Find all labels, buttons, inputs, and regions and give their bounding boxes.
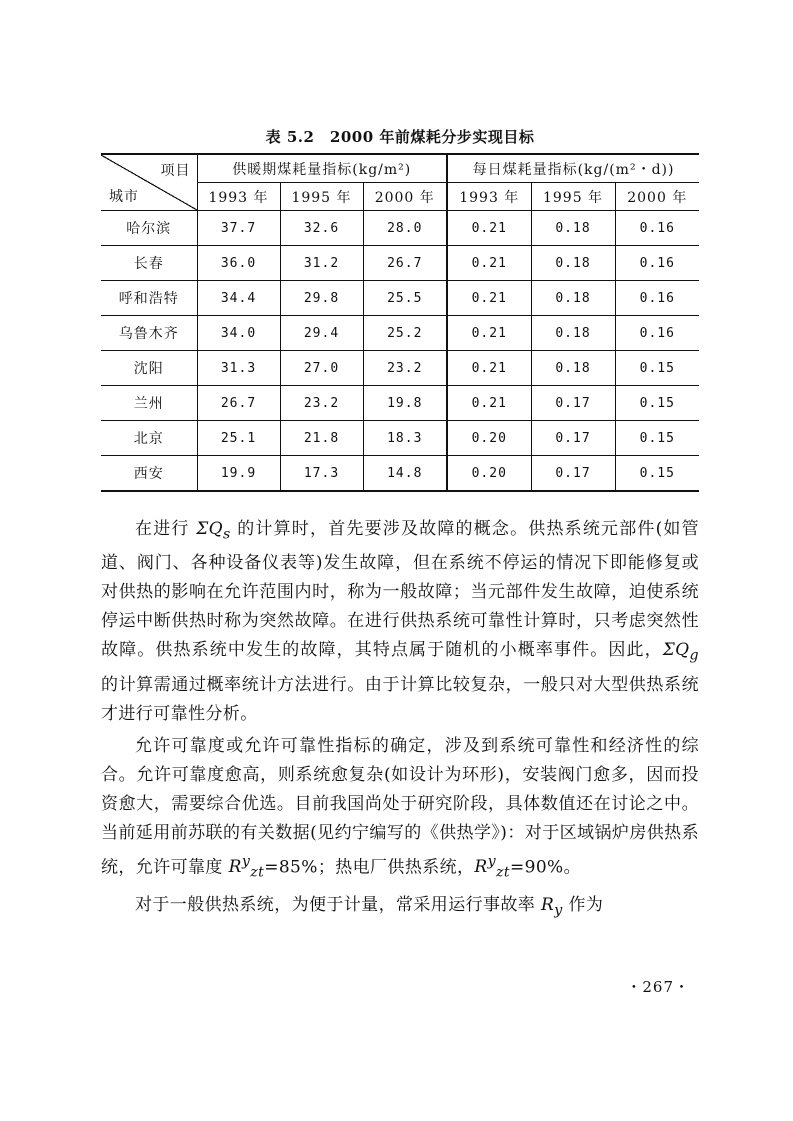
math-symbol	[474, 853, 510, 881]
text-run: 作为	[568, 894, 604, 915]
math-superscript: y	[241, 853, 251, 870]
value-cell: 26.7	[363, 246, 447, 281]
value-cell: 0.21	[447, 211, 531, 246]
value-cell: 25.2	[363, 316, 447, 351]
value-cell: 0.15	[615, 456, 699, 492]
value-cell: 0.18	[531, 211, 615, 246]
value-cell: 0.21	[447, 316, 531, 351]
text-run: 的计算时，首先要涉及故障的概念。供热系统元部件(如管道、阀门、各种设备仪表等)发生故障，但在系统不停运的情况下即能修复或对供热的影响在允许范围内时，称为一般故障；当元部件发生故障，迫使系统停运中断供热时称为突然故障。在进行供热系统可靠性计算时，只考虑突然性故障。供热系统中发生的故障，其特点属于随机的小概率事件。因此，	[101, 519, 700, 661]
paragraph-2	[101, 732, 699, 888]
math-subscript: zt	[496, 864, 510, 881]
value-cell: 37.7	[197, 211, 280, 246]
table-row	[101, 386, 699, 421]
value-cell: 27.0	[280, 351, 363, 386]
header-item-label: 项目	[160, 163, 191, 179]
value-cell: 0.18	[531, 281, 615, 316]
value-cell: 23.2	[280, 386, 363, 421]
math-subscript: s	[222, 526, 231, 543]
city-cell: 沈阳	[101, 351, 197, 386]
coal-consumption-table	[101, 153, 699, 492]
value-cell: 0.16	[615, 246, 699, 281]
year-header: 2000 年	[363, 183, 447, 211]
city-cell: 呼和浩特	[101, 281, 197, 316]
math-base: R	[541, 894, 555, 915]
value-cell: 28.0	[363, 211, 447, 246]
math-base: R	[474, 857, 488, 878]
math-symbol	[541, 894, 563, 919]
paragraph-3	[101, 891, 699, 925]
value-cell: 23.2	[363, 351, 447, 386]
value-cell: 17.3	[280, 456, 363, 492]
value-cell: 32.6	[280, 211, 363, 246]
text-run: =85%；热电厂供热系统，	[264, 857, 475, 878]
table-row	[101, 351, 699, 386]
value-cell: 0.16	[615, 281, 699, 316]
value-cell: 0.20	[447, 456, 531, 492]
group-header-heating-season: 供暖期煤耗量指标(kg/m²)	[197, 154, 447, 183]
year-header: 1995 年	[280, 183, 363, 211]
value-cell: 0.17	[531, 386, 615, 421]
table-header-row	[101, 154, 699, 183]
math-subscript: g	[689, 647, 699, 664]
value-cell: 0.15	[615, 386, 699, 421]
value-cell: 29.8	[280, 281, 363, 316]
value-cell: 31.3	[197, 351, 280, 386]
value-cell: 0.18	[531, 316, 615, 351]
text-run: 对于一般供热系统，为便于计量，常采用运行事故率	[135, 894, 536, 915]
year-header: 2000 年	[615, 183, 699, 211]
value-cell: 0.17	[531, 456, 615, 492]
math-superscript: y	[487, 853, 497, 870]
math-base: R	[228, 857, 242, 878]
value-cell: 0.15	[615, 421, 699, 456]
table-row	[101, 456, 699, 492]
table-row	[101, 421, 699, 456]
value-cell: 0.21	[447, 351, 531, 386]
header-city-label: 城市	[109, 189, 139, 205]
value-cell: 0.21	[447, 246, 531, 281]
text-run: 在进行	[135, 519, 190, 539]
value-cell: 29.4	[280, 316, 363, 351]
table-body	[101, 211, 699, 492]
body-text	[101, 515, 699, 925]
value-cell: 0.16	[615, 211, 699, 246]
value-cell: 0.21	[447, 386, 531, 421]
value-cell: 36.0	[197, 246, 280, 281]
math-symbol	[196, 519, 231, 543]
year-header: 1993 年	[197, 183, 280, 211]
value-cell: 0.20	[447, 421, 531, 456]
table-row	[101, 246, 699, 281]
value-cell: 25.5	[363, 281, 447, 316]
math-symbol	[662, 640, 699, 664]
value-cell: 25.1	[197, 421, 280, 456]
year-header: 1995 年	[531, 183, 615, 211]
value-cell: 34.4	[197, 281, 280, 316]
value-cell: 0.18	[531, 246, 615, 281]
value-cell: 19.8	[363, 386, 447, 421]
city-cell: 西安	[101, 456, 197, 492]
group-header-daily: 每日煤耗量指标(kg/(m²・d))	[447, 154, 699, 183]
value-cell: 0.21	[447, 281, 531, 316]
table-row	[101, 211, 699, 246]
value-cell: 18.3	[363, 421, 447, 456]
math-subscript: zt	[250, 864, 265, 881]
page-number: ・267・	[626, 978, 690, 996]
value-cell: 0.18	[531, 351, 615, 386]
value-cell: 19.9	[197, 456, 280, 492]
value-cell: 0.15	[615, 351, 699, 386]
value-cell: 21.8	[280, 421, 363, 456]
city-cell: 北京	[101, 421, 197, 456]
value-cell: 0.16	[615, 316, 699, 351]
text-run: 允许可靠度或允许可靠性指标的确定，涉及到系统可靠性和经济性的综合。允许可靠度愈高，则系统愈复杂(如设计为环形)，安装阀门愈多，因而投资愈大，需要综合优选。目前我国尚处于研究阶段，具体数值还在讨论之中。当前延用前苏联的有关数据(见约宁编写的《供热学》)：对于区域锅炉房供热系统，允许可靠度	[101, 735, 699, 878]
math-symbol	[228, 853, 265, 881]
city-cell: 兰州	[101, 386, 197, 421]
math-base: ΣQ	[662, 640, 690, 661]
year-header: 1993 年	[447, 183, 531, 211]
math-base: ΣQ	[196, 519, 223, 539]
text-run: =90%。	[509, 857, 582, 878]
paragraph-1	[101, 515, 699, 729]
value-cell: 34.0	[197, 316, 280, 351]
table-caption: 表 5.2 2000 年前煤耗分步实现目标	[265, 128, 535, 146]
value-cell: 31.2	[280, 246, 363, 281]
city-cell: 长春	[101, 246, 197, 281]
math-subscript: y	[554, 902, 563, 919]
text-run: 的计算需通过概率统计方法进行。由于计算比较复杂，一般只对大型供热系统才进行可靠性分析。	[101, 674, 699, 724]
corner-header-cell	[101, 154, 197, 211]
table-row	[101, 281, 699, 316]
value-cell: 26.7	[197, 386, 280, 421]
value-cell: 0.17	[531, 421, 615, 456]
table-row	[101, 316, 699, 351]
value-cell: 14.8	[363, 456, 447, 492]
city-cell: 乌鲁木齐	[101, 316, 197, 351]
city-cell: 哈尔滨	[101, 211, 197, 246]
